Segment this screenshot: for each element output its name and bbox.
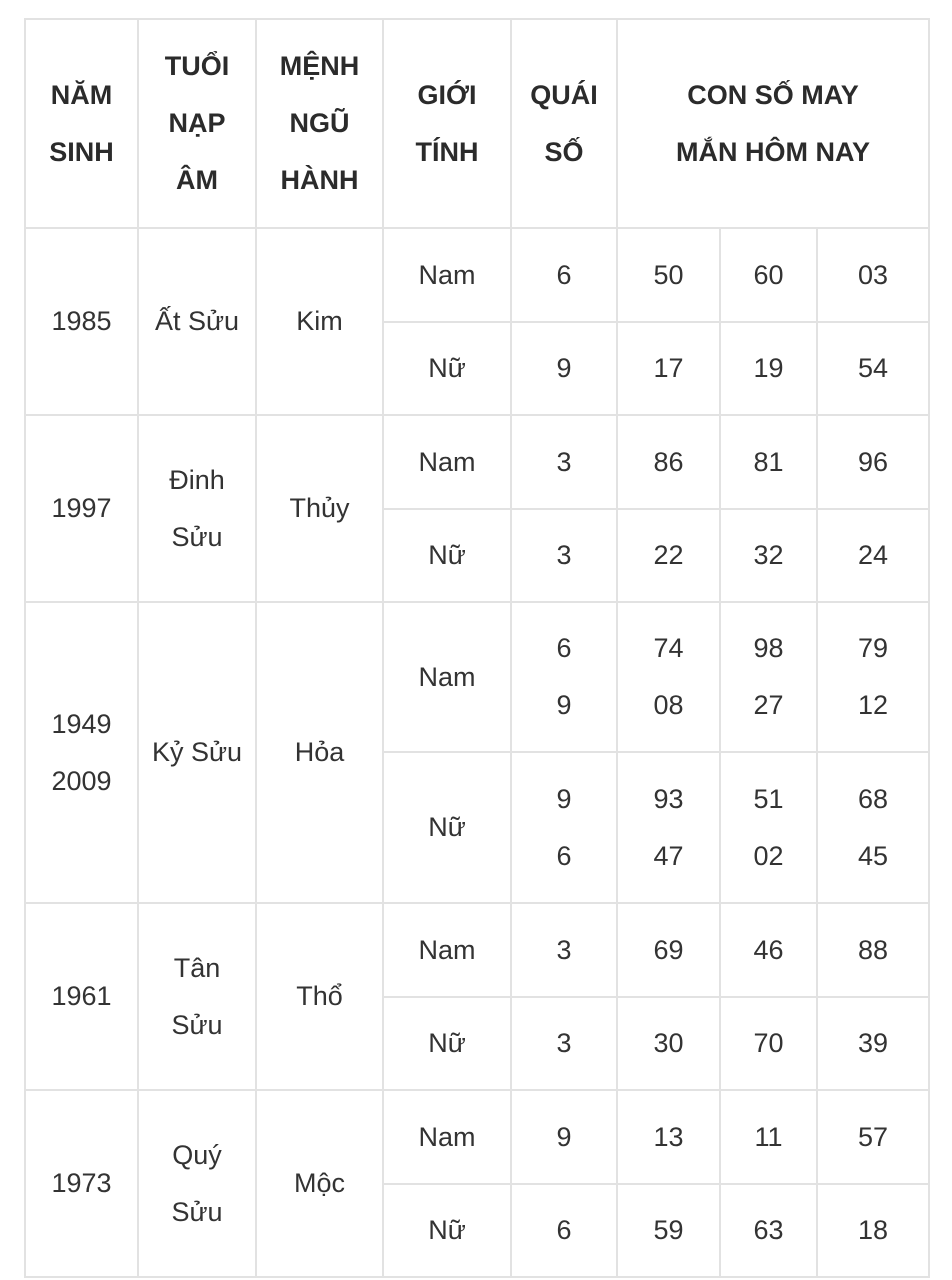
lucky-number-cell: 60 xyxy=(720,228,817,322)
menh-cell: Kim xyxy=(256,228,383,415)
birth-year-cell: 1961 xyxy=(25,903,138,1090)
quai-so-cell: 6 xyxy=(511,1184,617,1277)
lucky-number-cell: 32 xyxy=(720,509,817,602)
quai-so-cell: 3 xyxy=(511,509,617,602)
lucky-number-cell: 22 xyxy=(617,509,720,602)
quai-so-cell: 9 xyxy=(511,322,617,415)
birth-year-cell: 1949 2009 xyxy=(25,602,138,903)
napam-cell: Quý Sửu xyxy=(138,1090,256,1277)
lucky-number-cell: 86 xyxy=(617,415,720,509)
lucky-number-cell: 96 xyxy=(817,415,929,509)
menh-cell: Mộc xyxy=(256,1090,383,1277)
menh-cell: Thủy xyxy=(256,415,383,602)
gender-cell: Nam xyxy=(383,415,511,509)
lucky-number-cell: 24 xyxy=(817,509,929,602)
header-gender: GIỚI TÍNH xyxy=(383,19,511,228)
lucky-number-cell: 19 xyxy=(720,322,817,415)
napam-cell: Tân Sửu xyxy=(138,903,256,1090)
header-napam: TUỔI NẠP ÂM xyxy=(138,19,256,228)
menh-cell: Hỏa xyxy=(256,602,383,903)
lucky-number-cell: 98 27 xyxy=(720,602,817,752)
quai-so-cell: 6 9 xyxy=(511,602,617,752)
table-row xyxy=(25,602,929,752)
header-quai-so: QUÁI SỐ xyxy=(511,19,617,228)
header-menh: MỆNH NGŨ HÀNH xyxy=(256,19,383,228)
table-body xyxy=(25,228,929,1277)
gender-cell: Nam xyxy=(383,602,511,752)
menh-cell: Thổ xyxy=(256,903,383,1090)
lucky-number-cell: 63 xyxy=(720,1184,817,1277)
lucky-number-cell: 17 xyxy=(617,322,720,415)
lucky-number-cell: 50 xyxy=(617,228,720,322)
table-row xyxy=(25,903,929,997)
gender-cell: Nam xyxy=(383,903,511,997)
lucky-number-cell: 68 45 xyxy=(817,752,929,903)
napam-cell: Kỷ Sửu xyxy=(138,602,256,903)
gender-cell: Nữ xyxy=(383,997,511,1090)
gender-cell: Nữ xyxy=(383,1184,511,1277)
lucky-number-cell: 59 xyxy=(617,1184,720,1277)
birth-year-cell: 1973 xyxy=(25,1090,138,1277)
quai-so-cell: 3 xyxy=(511,415,617,509)
header-lucky-numbers: CON SỐ MAY MẮN HÔM NAY xyxy=(617,19,929,228)
lucky-number-cell: 54 xyxy=(817,322,929,415)
lucky-number-cell: 11 xyxy=(720,1090,817,1184)
quai-so-cell: 9 xyxy=(511,1090,617,1184)
lucky-number-cell: 57 xyxy=(817,1090,929,1184)
lucky-number-cell: 13 xyxy=(617,1090,720,1184)
gender-cell: Nữ xyxy=(383,752,511,903)
table-row xyxy=(25,228,929,322)
lucky-number-cell: 46 xyxy=(720,903,817,997)
header-birth-year: NĂM SINH xyxy=(25,19,138,228)
lucky-number-cell: 39 xyxy=(817,997,929,1090)
lucky-number-cell: 03 xyxy=(817,228,929,322)
lucky-number-cell: 93 47 xyxy=(617,752,720,903)
napam-cell: Đinh Sửu xyxy=(138,415,256,602)
napam-cell: Ất Sửu xyxy=(138,228,256,415)
lucky-number-cell: 81 xyxy=(720,415,817,509)
lucky-number-cell: 70 xyxy=(720,997,817,1090)
gender-cell: Nam xyxy=(383,1090,511,1184)
lucky-number-cell: 88 xyxy=(817,903,929,997)
lucky-number-cell: 79 12 xyxy=(817,602,929,752)
gender-cell: Nữ xyxy=(383,509,511,602)
lucky-number-cell: 30 xyxy=(617,997,720,1090)
gender-cell: Nam xyxy=(383,228,511,322)
gender-cell: Nữ xyxy=(383,322,511,415)
quai-so-cell: 6 xyxy=(511,228,617,322)
birth-year-cell: 1997 xyxy=(25,415,138,602)
quai-so-cell: 9 6 xyxy=(511,752,617,903)
quai-so-cell: 3 xyxy=(511,997,617,1090)
lucky-number-cell: 51 02 xyxy=(720,752,817,903)
lucky-number-cell: 18 xyxy=(817,1184,929,1277)
header-row xyxy=(25,19,929,228)
quai-so-cell: 3 xyxy=(511,903,617,997)
table-row xyxy=(25,1090,929,1184)
lucky-number-cell: 74 08 xyxy=(617,602,720,752)
birth-year-cell: 1985 xyxy=(25,228,138,415)
lucky-number-table xyxy=(24,18,930,1278)
table-row xyxy=(25,415,929,509)
lucky-number-cell: 69 xyxy=(617,903,720,997)
